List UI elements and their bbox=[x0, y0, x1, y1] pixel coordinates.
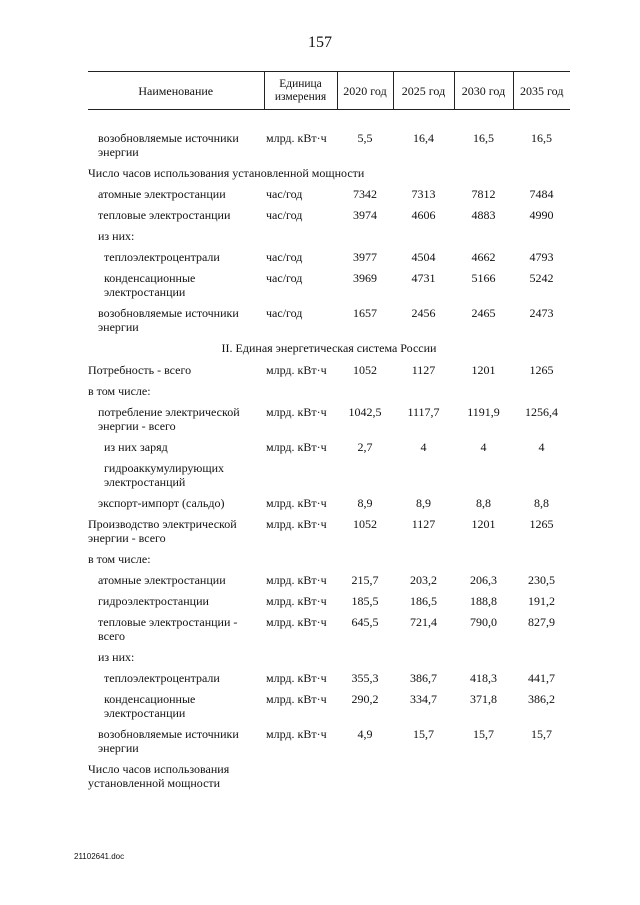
row-value: 290,2 bbox=[351, 692, 379, 706]
row-value: 1117,7 bbox=[407, 405, 440, 419]
row-value bbox=[393, 229, 454, 250]
table-row bbox=[88, 650, 570, 671]
row-value bbox=[337, 650, 393, 671]
table-row bbox=[88, 250, 570, 271]
table-row bbox=[88, 692, 570, 727]
row-value bbox=[454, 384, 513, 405]
row-value: 386,2 bbox=[528, 692, 555, 706]
row-name: тепловые электростанции - всего bbox=[98, 615, 238, 643]
table-row bbox=[88, 615, 570, 650]
row-value bbox=[454, 650, 513, 671]
row-unit bbox=[264, 229, 337, 250]
row-name: конденсационные электростанции bbox=[104, 692, 196, 720]
row-value: 188,8 bbox=[470, 594, 497, 608]
row-unit: млрд. кВт·ч bbox=[266, 594, 327, 608]
row-value: 7812 bbox=[471, 187, 496, 201]
row-value: 355,3 bbox=[351, 671, 379, 685]
row-unit: млрд. кВт·ч bbox=[266, 496, 327, 510]
table-row bbox=[88, 166, 570, 187]
row-unit: млрд. кВт·ч bbox=[266, 727, 327, 741]
row-value: 7484 bbox=[529, 187, 554, 201]
row-value: 7313 bbox=[411, 187, 436, 201]
row-name: Потребность - всего bbox=[88, 363, 192, 377]
row-value: 4990 bbox=[529, 208, 554, 222]
row-value: 4662 bbox=[471, 250, 496, 264]
row-unit: час/год bbox=[266, 208, 303, 222]
row-value bbox=[393, 762, 454, 797]
row-value: 1265 bbox=[529, 517, 554, 531]
row-value: 2465 bbox=[471, 306, 496, 320]
row-value: 371,8 bbox=[470, 692, 497, 706]
row-name: тепловые электростанции bbox=[98, 208, 231, 222]
row-value: 1256,4 bbox=[525, 405, 558, 419]
table-body bbox=[88, 110, 570, 798]
row-value: 1127 bbox=[411, 363, 436, 377]
row-value: 215,7 bbox=[351, 573, 379, 587]
row-unit bbox=[264, 762, 337, 797]
row-name: потребление электрической энергии - всего bbox=[98, 405, 240, 433]
row-name: в том числе: bbox=[88, 384, 151, 398]
row-value: 206,3 bbox=[470, 573, 497, 587]
row-value: 3977 bbox=[353, 250, 377, 264]
table-row bbox=[88, 187, 570, 208]
row-name: возобновляемые источники энергии bbox=[98, 306, 239, 334]
row-value: 16,5 bbox=[531, 131, 552, 145]
row-value: 790,0 bbox=[470, 615, 497, 629]
row-name: возобновляемые источники энергии bbox=[98, 727, 239, 755]
row-value: 441,7 bbox=[528, 671, 555, 685]
row-value: 8,9 bbox=[416, 496, 431, 510]
row-value: 15,7 bbox=[531, 727, 552, 741]
table-row bbox=[88, 517, 570, 552]
row-unit bbox=[264, 650, 337, 671]
row-unit: млрд. кВт·ч bbox=[266, 573, 327, 587]
row-unit bbox=[264, 552, 337, 573]
row-value: 2473 bbox=[529, 306, 554, 320]
row-value: 1127 bbox=[411, 517, 436, 531]
header-year-2035: 2035 год bbox=[513, 72, 570, 110]
row-value: 5242 bbox=[529, 271, 554, 285]
row-value: 230,5 bbox=[528, 573, 555, 587]
row-value bbox=[513, 384, 570, 405]
table-row bbox=[88, 363, 570, 384]
row-name: теплоэлектроцентрали bbox=[104, 671, 220, 685]
row-name: теплоэлектроцентрали bbox=[104, 250, 220, 264]
row-name: атомные электростанции bbox=[98, 187, 226, 201]
document-filename: 21102641.doc bbox=[74, 852, 125, 861]
row-unit: час/год bbox=[266, 271, 303, 285]
row-name: возобновляемые источники энергии bbox=[98, 131, 239, 159]
table-row bbox=[88, 440, 570, 461]
row-value: 4731 bbox=[411, 271, 436, 285]
table-row bbox=[88, 229, 570, 250]
row-name: экспорт-импорт (сальдо) bbox=[98, 496, 225, 510]
header-year-2025: 2025 год bbox=[393, 72, 454, 110]
row-unit: млрд. кВт·ч bbox=[266, 615, 327, 629]
row-unit: млрд. кВт·ч bbox=[266, 671, 327, 685]
row-value: 3969 bbox=[353, 271, 377, 285]
row-value bbox=[454, 229, 513, 250]
row-value: 4,9 bbox=[357, 727, 373, 741]
row-value bbox=[454, 552, 513, 573]
row-value: 8,8 bbox=[476, 496, 491, 510]
table-row bbox=[88, 727, 570, 762]
row-value bbox=[513, 461, 570, 496]
row-value bbox=[393, 552, 454, 573]
row-name: конденсационные электростанции bbox=[104, 271, 196, 299]
row-value bbox=[393, 650, 454, 671]
row-value: 5,5 bbox=[357, 131, 373, 145]
row-value: 5166 bbox=[471, 271, 496, 285]
row-value: 8,9 bbox=[357, 496, 373, 510]
table-row bbox=[88, 552, 570, 573]
row-value: 15,7 bbox=[473, 727, 494, 741]
table-header-row bbox=[88, 72, 570, 110]
row-name: из них: bbox=[98, 650, 135, 664]
row-unit: млрд. кВт·ч bbox=[266, 440, 327, 454]
page-number: 157 bbox=[308, 34, 332, 51]
section-heading-row bbox=[88, 341, 570, 363]
row-name: Число часов использования установленной мощности bbox=[88, 762, 230, 790]
row-unit: млрд. кВт·ч bbox=[266, 517, 327, 531]
row-value: 1191,9 bbox=[467, 405, 500, 419]
row-value: 16,4 bbox=[413, 131, 434, 145]
header-unit: Единица измерения bbox=[264, 72, 337, 110]
table-row bbox=[88, 131, 570, 166]
row-value: 15,7 bbox=[413, 727, 434, 741]
row-value: 1265 bbox=[529, 363, 554, 377]
row-value: 1201 bbox=[471, 363, 496, 377]
row-value bbox=[513, 650, 570, 671]
section-heading: II. Единая энергетическая система России bbox=[221, 341, 437, 355]
row-value bbox=[513, 229, 570, 250]
row-unit: млрд. кВт·ч bbox=[266, 363, 327, 377]
row-unit: млрд. кВт·ч bbox=[266, 692, 327, 706]
row-value: 418,3 bbox=[470, 671, 497, 685]
row-value: 8,8 bbox=[534, 496, 549, 510]
row-value bbox=[454, 762, 513, 797]
row-value bbox=[454, 461, 513, 496]
table-row bbox=[88, 671, 570, 692]
row-value: 1052 bbox=[353, 363, 377, 377]
table-row bbox=[88, 405, 570, 440]
row-name: гидроэлектростанции bbox=[98, 594, 209, 608]
row-value: 4 bbox=[480, 440, 487, 454]
row-unit: час/год bbox=[266, 187, 303, 201]
table-row bbox=[88, 461, 570, 496]
row-value: 203,2 bbox=[410, 573, 437, 587]
row-value: 185,5 bbox=[351, 594, 379, 608]
row-value: 4606 bbox=[411, 208, 436, 222]
table-row bbox=[88, 762, 570, 797]
row-value: 334,7 bbox=[410, 692, 437, 706]
row-name: Производство электрической энергии - всего bbox=[88, 517, 237, 545]
table-row bbox=[88, 208, 570, 229]
row-value: 186,5 bbox=[410, 594, 437, 608]
row-name: Число часов использования установленной мощности bbox=[88, 166, 365, 180]
row-name: из них: bbox=[98, 229, 135, 243]
row-value: 1657 bbox=[353, 306, 377, 320]
row-value bbox=[337, 461, 393, 496]
row-value: 3974 bbox=[353, 208, 377, 222]
row-value: 4 bbox=[538, 440, 545, 454]
row-value: 4793 bbox=[529, 250, 554, 264]
row-value: 1042,5 bbox=[348, 405, 382, 419]
table-row bbox=[88, 496, 570, 517]
energy-balance-table bbox=[88, 71, 570, 797]
row-value: 2456 bbox=[411, 306, 436, 320]
table-row bbox=[88, 271, 570, 306]
row-value: 2,7 bbox=[357, 440, 373, 454]
row-value: 827,9 bbox=[528, 615, 555, 629]
row-name: из них заряд bbox=[104, 440, 168, 454]
table-row bbox=[88, 306, 570, 341]
row-unit: млрд. кВт·ч bbox=[266, 405, 327, 419]
row-value: 721,4 bbox=[410, 615, 437, 629]
row-value bbox=[513, 552, 570, 573]
table-row bbox=[88, 594, 570, 615]
row-value: 4883 bbox=[471, 208, 496, 222]
row-value: 4 bbox=[420, 440, 427, 454]
row-value: 1052 bbox=[353, 517, 377, 531]
row-value: 386,7 bbox=[410, 671, 437, 685]
row-value bbox=[393, 461, 454, 496]
table-row bbox=[88, 384, 570, 405]
row-value: 1201 bbox=[471, 517, 496, 531]
header-name: Наименование bbox=[88, 72, 264, 110]
row-unit bbox=[264, 461, 337, 496]
table-row bbox=[88, 573, 570, 594]
row-value bbox=[513, 762, 570, 797]
row-name: в том числе: bbox=[88, 552, 151, 566]
row-value: 7342 bbox=[353, 187, 377, 201]
row-value: 16,5 bbox=[473, 131, 494, 145]
row-value: 645,5 bbox=[351, 615, 379, 629]
row-unit: млрд. кВт·ч bbox=[266, 131, 327, 145]
row-value: 4504 bbox=[411, 250, 436, 264]
row-value bbox=[337, 552, 393, 573]
row-value bbox=[337, 229, 393, 250]
row-unit bbox=[264, 384, 337, 405]
row-value bbox=[337, 762, 393, 797]
row-value bbox=[337, 384, 393, 405]
row-name: гидроаккумулирующих электростанций bbox=[104, 461, 225, 489]
header-year-2030: 2030 год bbox=[454, 72, 513, 110]
row-unit: час/год bbox=[266, 250, 303, 264]
row-unit: час/год bbox=[266, 306, 303, 320]
header-year-2020: 2020 год bbox=[337, 72, 393, 110]
row-name: атомные электростанции bbox=[98, 573, 226, 587]
row-value: 191,2 bbox=[528, 594, 555, 608]
row-value bbox=[393, 384, 454, 405]
